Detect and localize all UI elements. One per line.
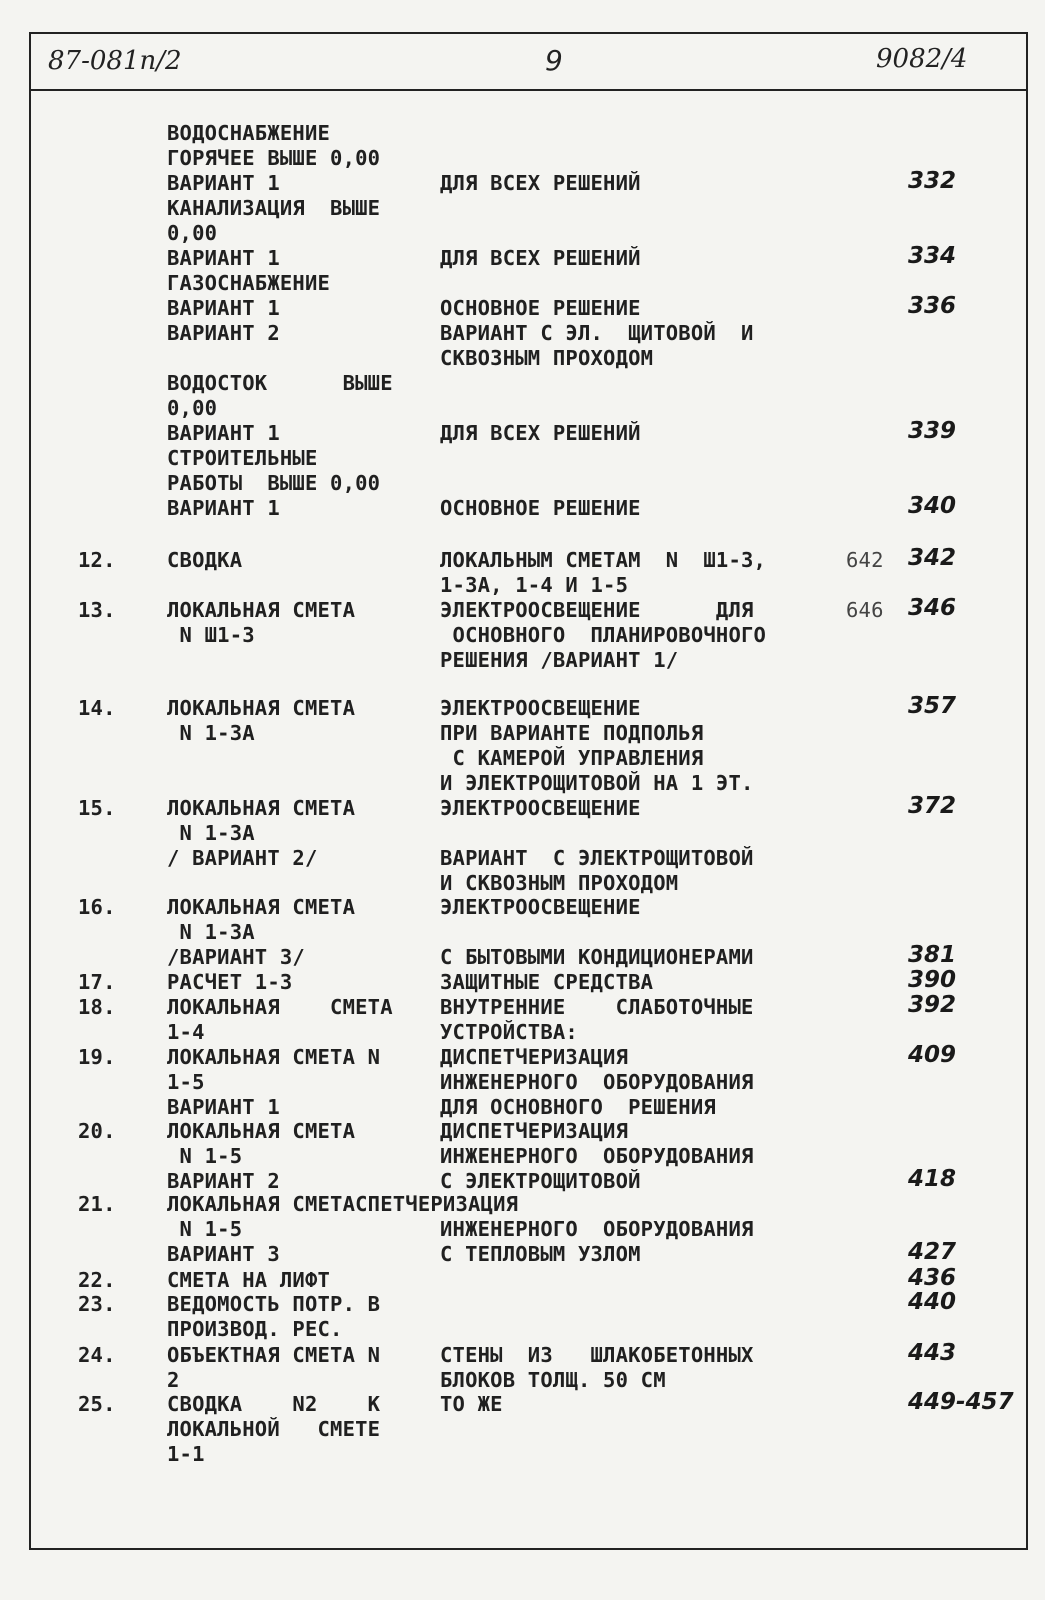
entry-title: СВОДКА xyxy=(167,548,243,572)
entry-page-number: 340 xyxy=(908,493,957,519)
entry-title: ЛОКАЛЬНАЯ СМЕТА N 1-5 ВАРИАНТ 1 xyxy=(167,1045,381,1119)
entry-title: ВЕДОМОСТЬ ПОТР. В ПРОИЗВОД. РЕС. xyxy=(167,1292,381,1341)
entry-code: 646 xyxy=(846,598,884,622)
entry-title: КАНАЛИЗАЦИЯ ВЫШЕ 0,00 ВАРИАНТ 1 xyxy=(167,196,381,270)
entry-number: 24. xyxy=(78,1343,116,1367)
entry-page-number: 381 xyxy=(908,942,957,968)
page-number: 9 xyxy=(545,44,563,77)
entry-title: ЛОКАЛЬНАЯ СМЕТА N 1-3А xyxy=(167,696,356,745)
entry-number: 13. xyxy=(78,598,116,622)
entry-number: 15. xyxy=(78,796,116,820)
entry-number: 19. xyxy=(78,1045,116,1069)
entry-title: СВОДКА N2 К ЛОКАЛЬНОЙ СМЕТЕ 1-1 xyxy=(167,1392,381,1466)
entry-page-number: 443 xyxy=(908,1340,957,1366)
entry-title: ЛОКАЛЬНАЯ СМЕТА N Ш1-3 xyxy=(167,598,356,647)
entry-page-number: 372 xyxy=(908,793,957,819)
entry-description: ЭЛЕКТРООСВЕЩЕНИЕ ПРИ ВАРИАНТЕ ПОДПОЛЬЯ С КАМЕРОЙ УПРАВЛЕНИЯ И ЭЛЕКТРОЩИТОВОЙ НА 1 ЭТ. xyxy=(440,696,754,795)
entry-number: 17. xyxy=(78,970,116,994)
entry-description: ТО ЖЕ xyxy=(440,1392,503,1416)
entry-number: 21. xyxy=(78,1192,116,1216)
entry-title: РАСЧЕТ 1-3 xyxy=(167,970,293,994)
entry-page-number: 436 xyxy=(908,1265,957,1291)
entry-title: ЛОКАЛЬНАЯ СМЕТА N 1-5 ВАРИАНТ 2 xyxy=(167,1119,356,1193)
entry-description: ИНЖЕНЕРНОГО ОБОРУДОВАНИЯ С ТЕПЛОВЫМ УЗЛОМ xyxy=(440,1217,754,1266)
entry-description: ЭЛЕКТРООСВЕЩЕНИЕ С БЫТОВЫМИ КОНДИЦИОНЕРАМИ xyxy=(440,895,754,969)
entry-title: ЛОКАЛЬНАЯ СМЕТАСПЕТЧЕРИЗАЦИЯ N 1-5 ВАРИАНТ 3 xyxy=(167,1192,519,1266)
entry-title: СТРОИТЕЛЬНЫЕ РАБОТЫ ВЫШЕ 0,00 ВАРИАНТ 1 xyxy=(167,446,381,520)
entry-description: ВНУТРЕННИЕ СЛАБОТОЧНЫЕ УСТРОЙСТВА: xyxy=(440,995,754,1044)
entry-page-number: 342 xyxy=(908,545,957,571)
entry-description: ЭЛЕКТРООСВЕЩЕНИЕ ДЛЯ ОСНОВНОГО ПЛАНИРОВОЧНОГО РЕШЕНИЯ /ВАРИАНТ 1/ xyxy=(440,598,767,672)
entry-title: ЛОКАЛЬНАЯ СМЕТА N 1-3А / ВАРИАНТ 2/ xyxy=(167,796,356,870)
entry-number: 16. xyxy=(78,895,116,919)
header-divider xyxy=(31,89,1026,91)
entry-description: ОСНОВНОЕ РЕШЕНИЕ xyxy=(440,496,641,520)
entry-description: ДЛЯ ВСЕХ РЕШЕНИЙ xyxy=(440,246,641,270)
entry-page-number: 409 xyxy=(908,1042,957,1068)
entry-title: ЛОКАЛЬНАЯ СМЕТА 1-4 xyxy=(167,995,393,1044)
entry-description: ДИСПЕТЧЕРИЗАЦИЯ ИНЖЕНЕРНОГО ОБОРУДОВАНИЯ С ЭЛЕКТРОЩИТОВОЙ xyxy=(440,1119,754,1193)
entry-title: СМЕТА НА ЛИФТ xyxy=(167,1268,331,1292)
entry-page-number: 392 xyxy=(908,992,957,1018)
entry-page-number: 346 xyxy=(908,595,957,621)
entry-title: ОБЪЕКТНАЯ СМЕТА N 2 xyxy=(167,1343,381,1392)
entry-title: ВОДОСТОК ВЫШЕ 0,00 ВАРИАНТ 1 xyxy=(167,371,393,445)
entry-page-number: 336 xyxy=(908,293,957,319)
entry-number: 25. xyxy=(78,1392,116,1416)
entry-page-number: 332 xyxy=(908,168,957,194)
entry-page-number: 449-457 xyxy=(908,1389,1014,1415)
entry-page-number: 334 xyxy=(908,243,957,269)
entry-description: ЛОКАЛЬНЫМ СМЕТАМ N Ш1-3, 1-3А, 1-4 И 1-5 xyxy=(440,548,767,597)
entry-number: 18. xyxy=(78,995,116,1019)
entry-title: ЛОКАЛЬНАЯ СМЕТА N 1-3А /ВАРИАНТ 3/ xyxy=(167,895,356,969)
entry-page-number: 418 xyxy=(908,1166,957,1192)
entry-number: 14. xyxy=(78,696,116,720)
sheet-reference: 9082/4 xyxy=(876,44,968,74)
entry-description: ДЛЯ ВСЕХ РЕШЕНИЙ xyxy=(440,421,641,445)
entry-number: 22. xyxy=(78,1268,116,1292)
entry-description: ДИСПЕТЧЕРИЗАЦИЯ ИНЖЕНЕРНОГО ОБОРУДОВАНИЯ ДЛЯ ОСНОВНОГО РЕШЕНИЯ xyxy=(440,1045,754,1119)
entry-description: ЭЛЕКТРООСВЕЩЕНИЕ ВАРИАНТ С ЭЛЕКТРОЩИТОВОЙ И СКВОЗНЫМ ПРОХОДОМ xyxy=(440,796,754,895)
entry-description: ЗАЩИТНЫЕ СРЕДСТВА xyxy=(440,970,654,994)
entry-description: СТЕНЫ ИЗ ШЛАКОБЕТОННЫХ БЛОКОВ ТОЛЩ. 50 СМ xyxy=(440,1343,754,1392)
entry-page-number: 339 xyxy=(908,418,957,444)
entry-description: ДЛЯ ВСЕХ РЕШЕНИЙ xyxy=(440,171,641,195)
entry-page-number: 427 xyxy=(908,1239,957,1265)
entry-title: ВОДОСНАБЖЕНИЕ ГОРЯЧЕЕ ВЫШЕ 0,00 ВАРИАНТ 1 xyxy=(167,121,381,195)
document-code: 87-081п/2 xyxy=(48,46,182,76)
entry-number: 12. xyxy=(78,548,116,572)
entry-description: ОСНОВНОЕ РЕШЕНИЕ ВАРИАНТ С ЭЛ. ЩИТОВОЙ И СКВОЗНЫМ ПРОХОДОМ xyxy=(440,296,754,370)
entry-number: 20. xyxy=(78,1119,116,1143)
entry-page-number: 357 xyxy=(908,693,957,719)
entry-page-number: 390 xyxy=(908,967,957,993)
entry-title: ГАЗОСНАБЖЕНИЕ ВАРИАНТ 1 ВАРИАНТ 2 xyxy=(167,271,331,345)
entry-code: 642 xyxy=(846,548,884,572)
entry-page-number: 440 xyxy=(908,1289,957,1315)
entry-number: 23. xyxy=(78,1292,116,1316)
